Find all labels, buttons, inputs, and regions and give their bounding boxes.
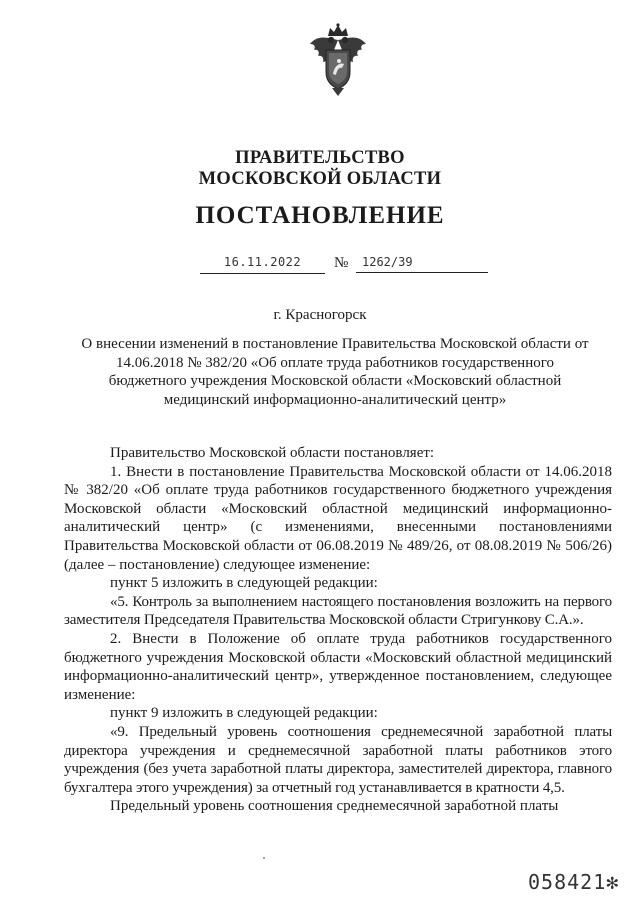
body-paragraph-item-2-quote: «9. Предельный уровень соотношения среднемесячной заработной платы директора учреждения и среднемесячной заработной платы работников этого учреждения (без учета заработной платы директора, заместителей директора, главного бухгалтера этого учреждения) за отчетный год устанавливается в кратности 4,5. bbox=[64, 723, 612, 796]
number-sign: № bbox=[334, 255, 349, 271]
body-paragraph-intro: Правительство Московской области постановляет: bbox=[110, 445, 435, 461]
registration-number: 1262/39 bbox=[356, 255, 488, 273]
serial-star-mark: ✻ bbox=[606, 870, 620, 894]
organization-name-line1: ПРАВИТЕЛЬСТВО bbox=[235, 148, 405, 168]
body-paragraph-item-1-quote: «5. Контроль за выполнением настоящего постановления возложить на первого заместителя Председателя Правительства Московской области Стригункову С.А.». bbox=[64, 593, 612, 629]
body-paragraph-item-1: 1. Внести в постановление Правительства Московской области от 14.06.2018 № 382/20 «Об оплате труда работников государственного бюджетного учреждения Московской области «Московский областной медицинский информационно-аналитический центр» (с изменениями, внесенными постановлениями Правительства Московской области от 06.08.2019 № 489/26, от 08.08.2019 № 506/26) (далее – постановление) следующее изменение: bbox=[64, 463, 612, 573]
body-paragraph-continued: Предельный уровень соотношения среднемесячной заработной платы bbox=[110, 798, 559, 815]
document-type-title: ПОСТАНОВЛЕНИЕ bbox=[195, 202, 445, 229]
organization-name-line2: МОСКОВСКОЙ ОБЛАСТИ bbox=[198, 169, 442, 189]
serial-number bbox=[528, 870, 619, 894]
serial-number-digits: 058421 bbox=[528, 870, 607, 894]
document-body bbox=[64, 444, 612, 816]
coat-of-arms-emblem bbox=[306, 22, 370, 98]
city-line: г. Красногорск bbox=[273, 307, 367, 323]
body-paragraph-item-1-instruction: пункт 5 изложить в следующей редакции: bbox=[110, 575, 378, 592]
body-paragraph-item-2: 2. Внести в Положение об оплате труда работников государственного бюджетного учреждения Московской области «Московский областной медицинский информационно-аналитический центр», утвержденное постановлением, следующее изменение: bbox=[64, 630, 612, 703]
registration-date: 16.11.2022 bbox=[200, 255, 325, 274]
document-subject: О внесении изменений в постановление Правительства Московской области от 14.06.2018 № 382/20 «Об оплате труда работников государственного бюджетного учреждения Московской области «Московский областной медицинский информационно-аналитический центр» bbox=[81, 336, 589, 408]
body-paragraph-item-2-instruction: пункт 9 изложить в следующей редакции: bbox=[110, 705, 378, 722]
page-mark bbox=[263, 857, 265, 859]
